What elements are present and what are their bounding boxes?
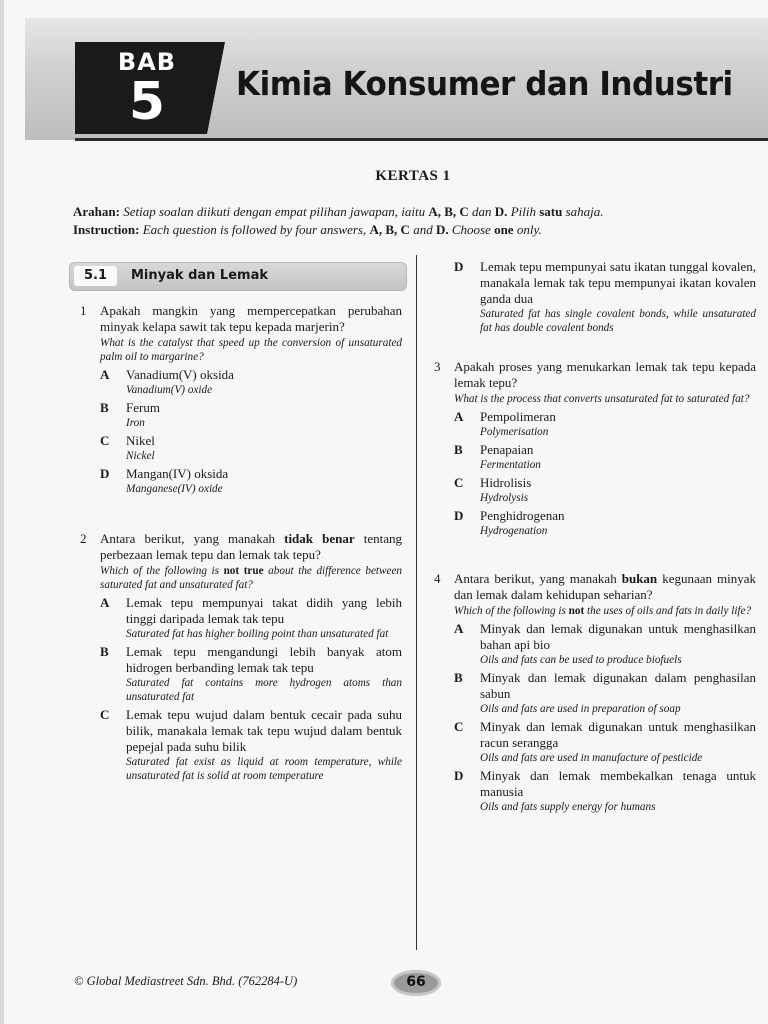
instruction-en-and: and	[413, 222, 433, 237]
chapter-title: Kimia Konsumer dan Industri	[236, 64, 733, 103]
option-letter: D	[454, 259, 464, 274]
option-text: Vanadium(V) oksida	[126, 367, 234, 382]
option-letter: B	[454, 670, 463, 685]
option-text: Minyak dan lemak digunakan dalam penghasilan sabun	[480, 670, 756, 701]
option-letter: A	[454, 621, 464, 636]
option-text: Ferum	[126, 400, 160, 415]
option-letter: A	[100, 367, 110, 382]
option-text: Minyak dan lemak digunakan untuk menghasilkan racun serangga	[480, 719, 756, 750]
stem-en-part: the uses of oils and fats in daily life?	[587, 605, 752, 617]
instruction-ms-letter-d: D.	[494, 204, 508, 219]
option-letter: D	[454, 508, 464, 523]
option-letter: B	[100, 644, 109, 659]
option-letter: C	[100, 433, 110, 448]
question-stem: Apakah proses yang menukarkan lemak tak tepu kepada lemak tepu?	[454, 359, 756, 390]
question-stem-en: What is the process that converts unsaturated fat to saturated fat?	[454, 393, 750, 405]
instruction-en-letter-d: D.	[435, 222, 449, 237]
instruction-en-text: Each question is followed by four answers,	[142, 222, 367, 237]
header-underline	[75, 138, 768, 141]
option-text-en: Saturated fat has higher boiling point than unsaturated fat	[126, 628, 389, 640]
option-text-en: Iron	[126, 417, 145, 429]
question-number: 3	[434, 359, 441, 374]
instruction-ms-text: Setiap soalan diikuti dengan empat pilihan jawapan, iaitu	[123, 204, 426, 219]
paper-title: KERTAS 1	[375, 168, 451, 184]
option-text: Penghidrogenan	[480, 508, 565, 523]
option-text-en: Saturated fat has single covalent bonds, while unsaturated fat has double covalent bonds	[480, 308, 756, 334]
question-number: 1	[80, 303, 87, 318]
option-a	[80, 367, 402, 397]
instruction-ms-label: Arahan:	[73, 204, 120, 219]
option-text-en: Oils and fats are used in manufacture of pesticide	[480, 752, 703, 764]
question-2-continued	[434, 259, 756, 335]
option-text-en: Saturated fat contains more hydrogen atoms than unsaturated fat	[126, 677, 402, 703]
option-text-en: Manganese(IV) oxide	[126, 483, 223, 495]
instruction-ms	[73, 203, 713, 220]
instruction-ms-sahaja: sahaja.	[565, 204, 604, 219]
stem-en-part: Which of the following is	[454, 605, 566, 617]
option-text: Mangan(IV) oksida	[126, 466, 229, 481]
option-letter: B	[454, 442, 463, 457]
copyright-notice: © Global Mediastreet Sdn. Bhd. (762284-U)	[74, 974, 298, 988]
instruction-ms-pilih: Pilih	[510, 204, 536, 219]
stem-part: tentang perbezaan lemak tepu dan lemak tak tepu?	[100, 531, 403, 562]
page-number: 66	[406, 974, 426, 990]
column-divider	[416, 255, 417, 950]
option-text-en: Fermentation	[480, 459, 541, 471]
option-text: Hidrolisis	[480, 475, 532, 490]
option-letter: C	[100, 707, 110, 722]
question-4	[434, 571, 756, 814]
scan-edge	[0, 0, 4, 1024]
instruction-en-only: only.	[516, 222, 542, 237]
instruction-ms-and: dan	[472, 204, 492, 219]
option-d	[80, 466, 402, 496]
option-text: Minyak dan lemak membekalkan tenaga untuk manusia	[480, 768, 756, 799]
option-text: Nikel	[126, 433, 155, 448]
option-c	[80, 707, 402, 783]
option-letter: C	[454, 719, 464, 734]
option-d	[434, 259, 756, 335]
option-a	[434, 621, 756, 667]
question-1	[80, 303, 402, 496]
instruction-ms-satu: satu	[539, 204, 563, 219]
option-a	[80, 595, 402, 641]
instruction-en-one: one	[494, 222, 514, 237]
option-text-en: Saturated fat exist as liquid at room temperature, while unsaturated fat is solid at room temperature	[126, 756, 402, 782]
question-number: 2	[80, 531, 87, 546]
option-d	[434, 508, 756, 538]
question-stem-en	[100, 564, 402, 592]
option-d	[434, 768, 756, 814]
instruction-en-letters: A, B,	[369, 222, 398, 237]
stem-en-part: Which of the following is	[100, 565, 219, 577]
instruction-en-choose: Choose	[451, 222, 491, 237]
stem-part: Antara berikut, yang manakah	[454, 571, 617, 586]
option-text-en: Hydrogenation	[480, 525, 548, 537]
option-b	[80, 400, 402, 430]
option-text-en: Oils and fats supply energy for humans	[480, 801, 656, 813]
option-text: Minyak dan lemak digunakan untuk menghasilkan bahan api bio	[480, 621, 756, 652]
option-text-en: Oils and fats can be used to produce biofuels	[480, 654, 682, 666]
option-text-en: Polymerisation	[480, 426, 549, 438]
option-text: Lemak tepu mempunyai takat didih yang lebih tinggi daripada lemak tak tepu	[126, 595, 402, 626]
option-b	[434, 442, 756, 472]
option-text: Penapaian	[480, 442, 534, 457]
option-text-en: Vanadium(V) oxide	[126, 384, 213, 396]
stem-part: kegunaan minyak dan lemak dalam kehidupan seharian?	[454, 571, 757, 602]
section-title: Minyak dan Lemak	[131, 268, 268, 283]
instruction-en-letter-c: C	[400, 222, 410, 237]
question-stem	[100, 531, 402, 563]
question-stem-en	[454, 604, 756, 618]
option-text: Lemak tepu mempunyai satu ikatan tunggal kovalen, manakala lemak tak tepu mempunyai ikatan kovalen ganda dua	[480, 259, 756, 306]
stem-en-emphasis: not true	[223, 565, 264, 577]
option-text: Lemak tepu wujud dalam bentuk cecair pada suhu bilik, manakala lemak tak tepu wujud dalam bentuk pepejal pada suhu bilik	[126, 707, 402, 754]
option-a	[434, 409, 756, 439]
option-letter: B	[100, 400, 109, 415]
option-letter: A	[454, 409, 464, 424]
option-text-en: Hydrolysis	[480, 492, 529, 504]
option-text: Pempolimeran	[480, 409, 556, 424]
stem-en-emphasis: not	[568, 605, 585, 617]
instruction-en-label: Instruction:	[73, 222, 140, 237]
question-stem: Apakah mangkin yang mempercepatkan perubahan minyak kelapa sawit tak tepu kepada marjerin?	[100, 303, 402, 334]
option-b	[434, 670, 756, 716]
question-stem	[454, 571, 756, 603]
instruction-ms-letters: A, B, C	[428, 204, 469, 219]
section-number: 5.1	[74, 266, 117, 286]
option-text: Lemak tepu mengandungi lebih banyak atom hidrogen berbanding lemak tak tepu	[126, 644, 402, 675]
option-c	[434, 475, 756, 505]
option-b	[80, 644, 402, 704]
option-letter: C	[454, 475, 464, 490]
instruction-en	[73, 221, 713, 238]
chapter-number: 5	[128, 72, 166, 132]
question-3	[434, 359, 756, 538]
option-letter: D	[454, 768, 464, 783]
question-2	[80, 531, 402, 783]
option-c	[434, 719, 756, 765]
option-c	[80, 433, 402, 463]
option-text-en: Oils and fats are used in preparation of soap	[480, 703, 681, 715]
stem-emphasis: bukan	[621, 571, 658, 586]
option-letter: D	[100, 466, 110, 481]
option-text-en: Nickel	[126, 450, 155, 462]
chapter-label: BAB	[117, 48, 177, 76]
stem-part: Antara berikut, yang manakah	[100, 531, 275, 546]
question-stem-en: What is the catalyst that speed up the conversion of unsaturated palm oil to margarine?	[100, 337, 402, 363]
stem-emphasis: tidak benar	[284, 531, 355, 546]
stem-en-part: about the difference between saturated fat and unsaturated fat?	[100, 565, 403, 591]
option-letter: A	[100, 595, 110, 610]
question-number: 4	[434, 571, 441, 586]
